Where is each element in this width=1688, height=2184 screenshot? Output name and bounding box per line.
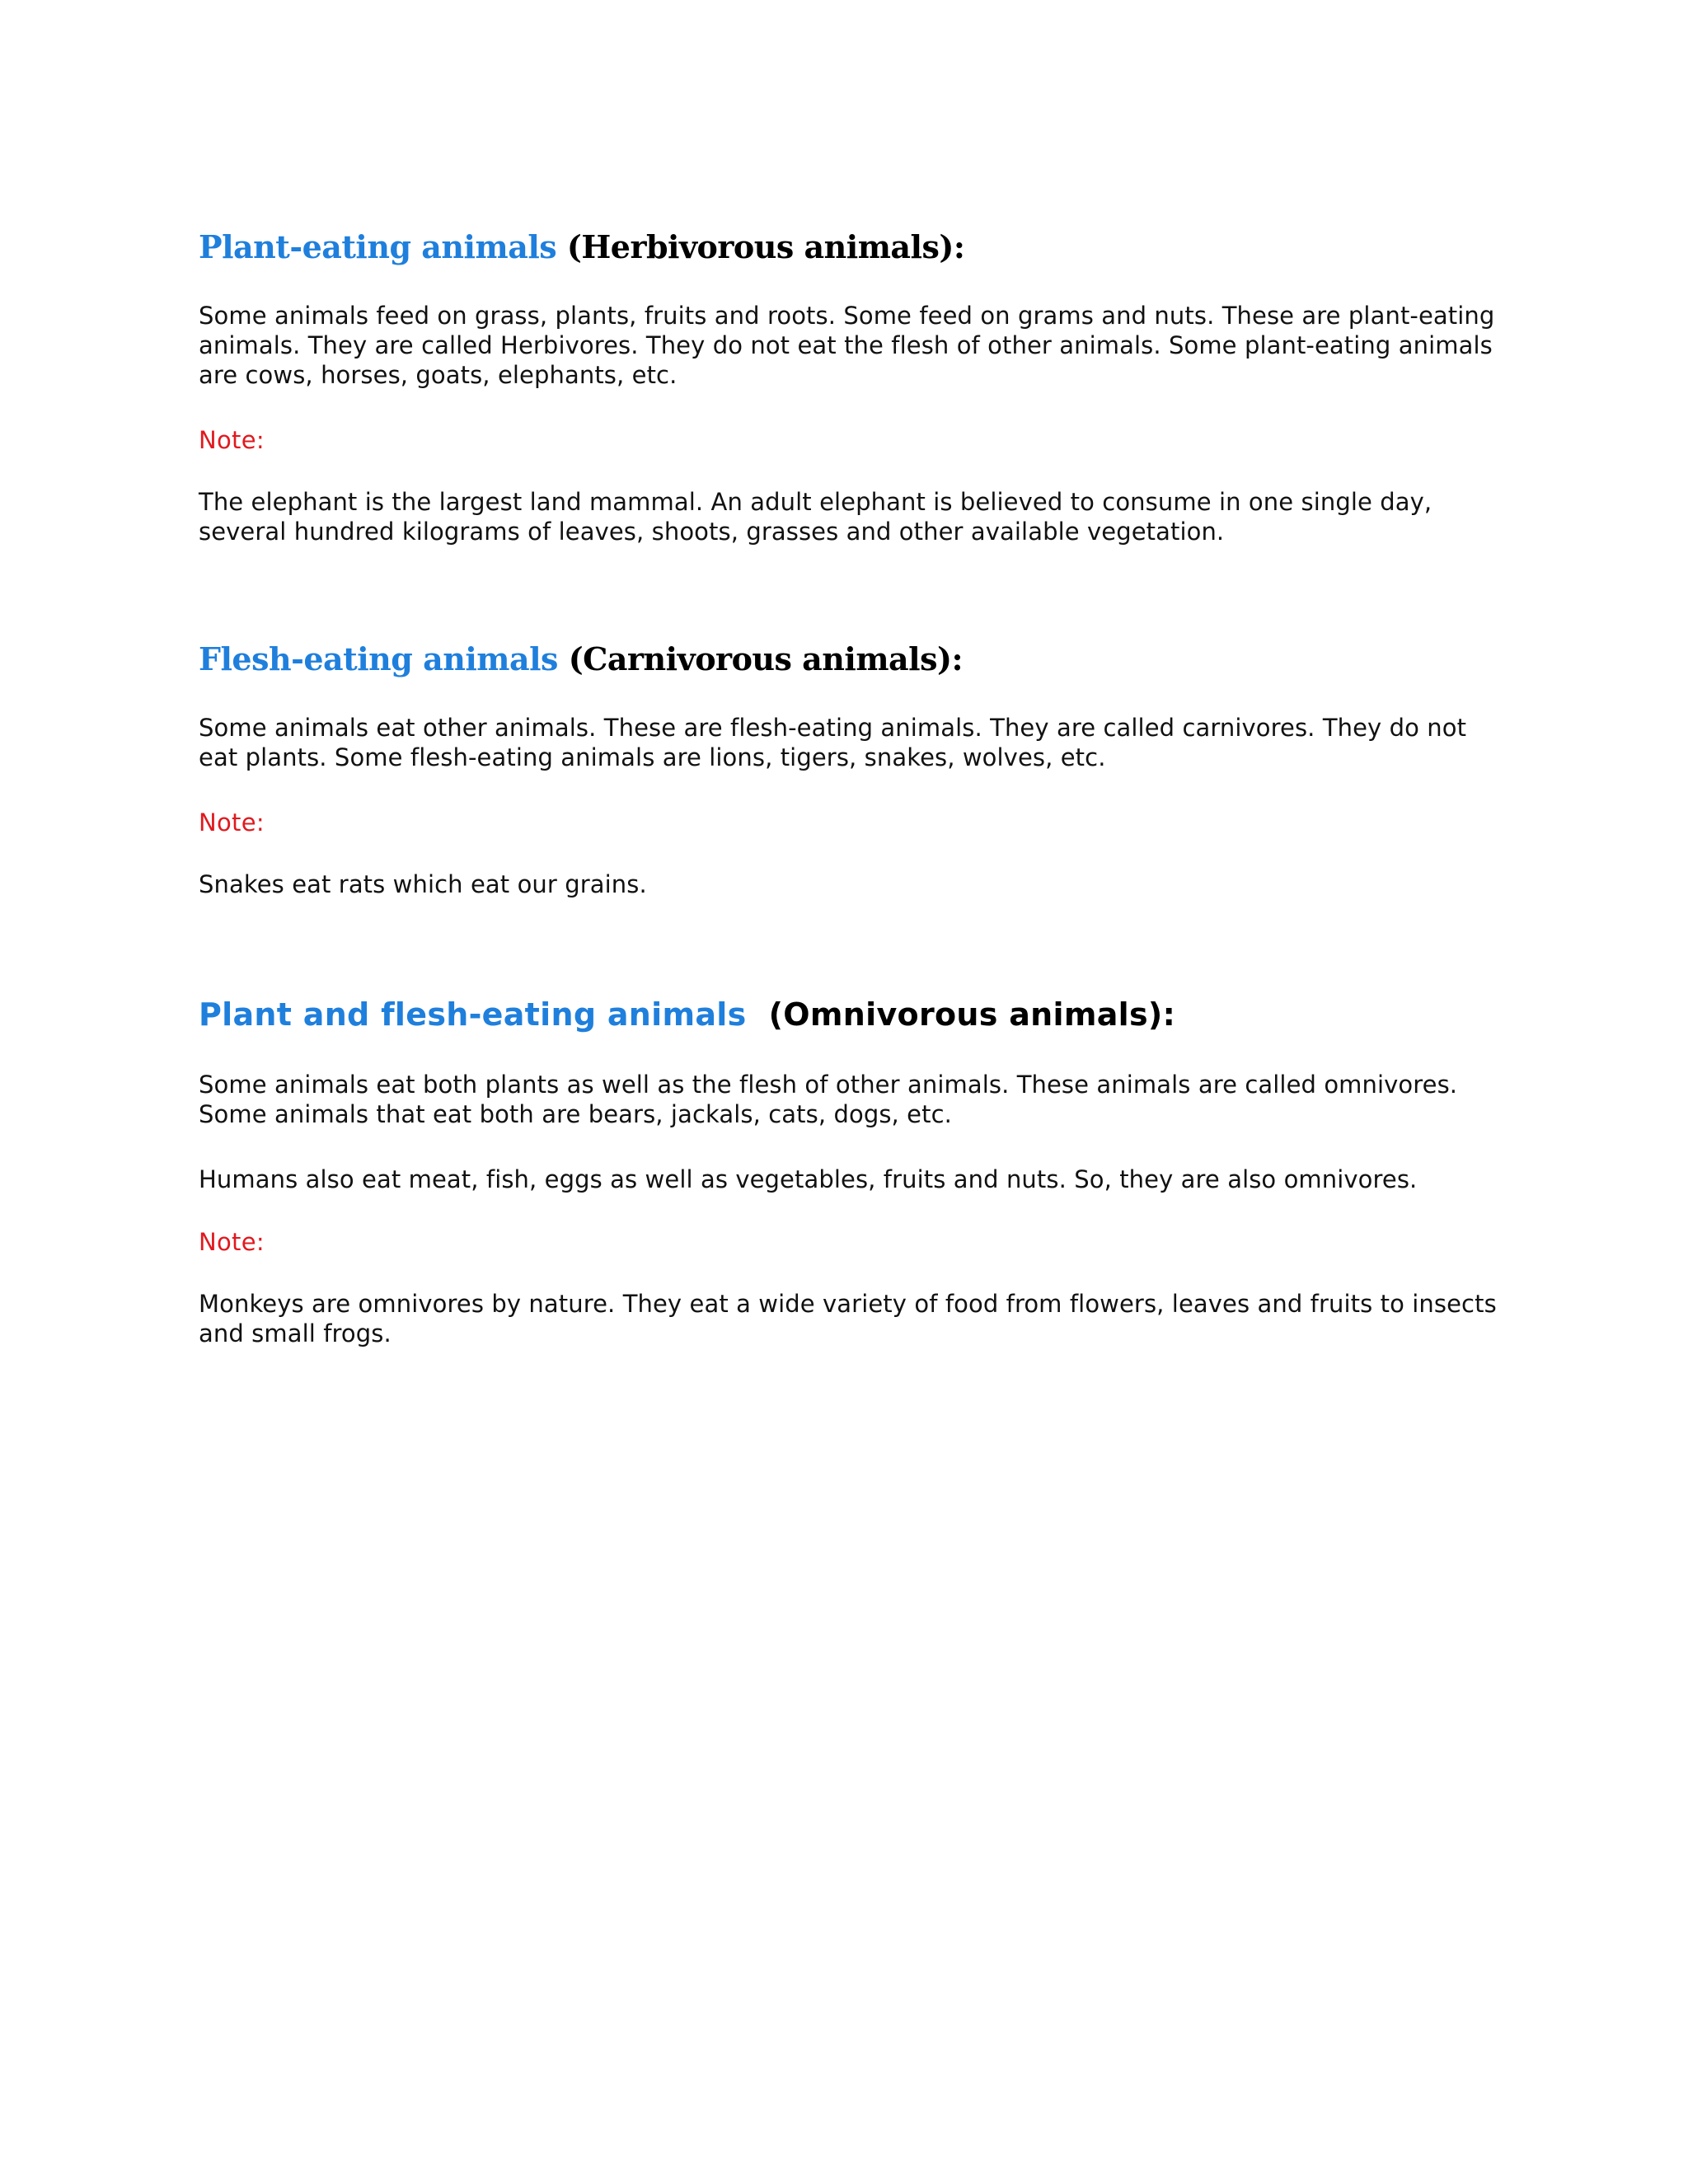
herbivores-paragraph: Some animals feed on grass, plants, fruits and roots. Some feed on grams and nuts. These are plant-eating animals. They are called Herbivores. They do not eat the flesh of other animals. Some plant-eating animals are cows, horses, goats, elephants, etc.: [199, 302, 1495, 389]
omnivores-heading: [199, 997, 1501, 1033]
carnivores-note-text: Snakes eat rats which eat our grains.: [199, 870, 647, 898]
carnivores-heading: [199, 641, 1501, 677]
herbivores-heading-rest: (Herbivorous animals):: [566, 228, 965, 265]
omnivores-heading-colored: Plant and flesh-eating animals: [199, 996, 747, 1033]
carnivores-paragraph: Some animals eat other animals. These are flesh-eating animals. They are called carnivores. They do not eat plants. Some flesh-eating animals are lions, tigers, snakes, wolves, etc.: [199, 714, 1467, 771]
herbivores-heading: [199, 229, 1501, 265]
carnivores-note-label: Note:: [199, 808, 265, 837]
omnivores-heading-rest: (Omnivorous animals):: [768, 996, 1176, 1033]
carnivores-heading-rest: (Carnivorous animals):: [568, 640, 964, 677]
herbivores-heading-colored: Plant-eating animals: [199, 228, 557, 265]
omnivores-paragraph: Some animals eat both plants as well as the flesh of other animals. These animals are called omnivores. Some animals that eat both are bears, jackals, cats, dogs, etc.: [199, 1071, 1458, 1128]
herbivores-note-label: Note:: [199, 426, 265, 454]
herbivores-note-text: The elephant is the largest land mammal. An adult elephant is believed to consume in one single day, several hundred kilograms of leaves, shoots, grasses and other available vegetation.: [199, 488, 1432, 546]
omnivores-paragraph-humans: Humans also eat meat, fish, eggs as well as vegetables, fruits and nuts. So, they are also omnivores.: [199, 1165, 1418, 1193]
omnivores-note-label: Note:: [199, 1228, 265, 1256]
carnivores-heading-colored: Flesh-eating animals: [199, 640, 558, 677]
omnivores-note-text: Monkeys are omnivores by nature. They eat a wide variety of food from flowers, leaves and fruits to insects and small frogs.: [199, 1290, 1497, 1347]
